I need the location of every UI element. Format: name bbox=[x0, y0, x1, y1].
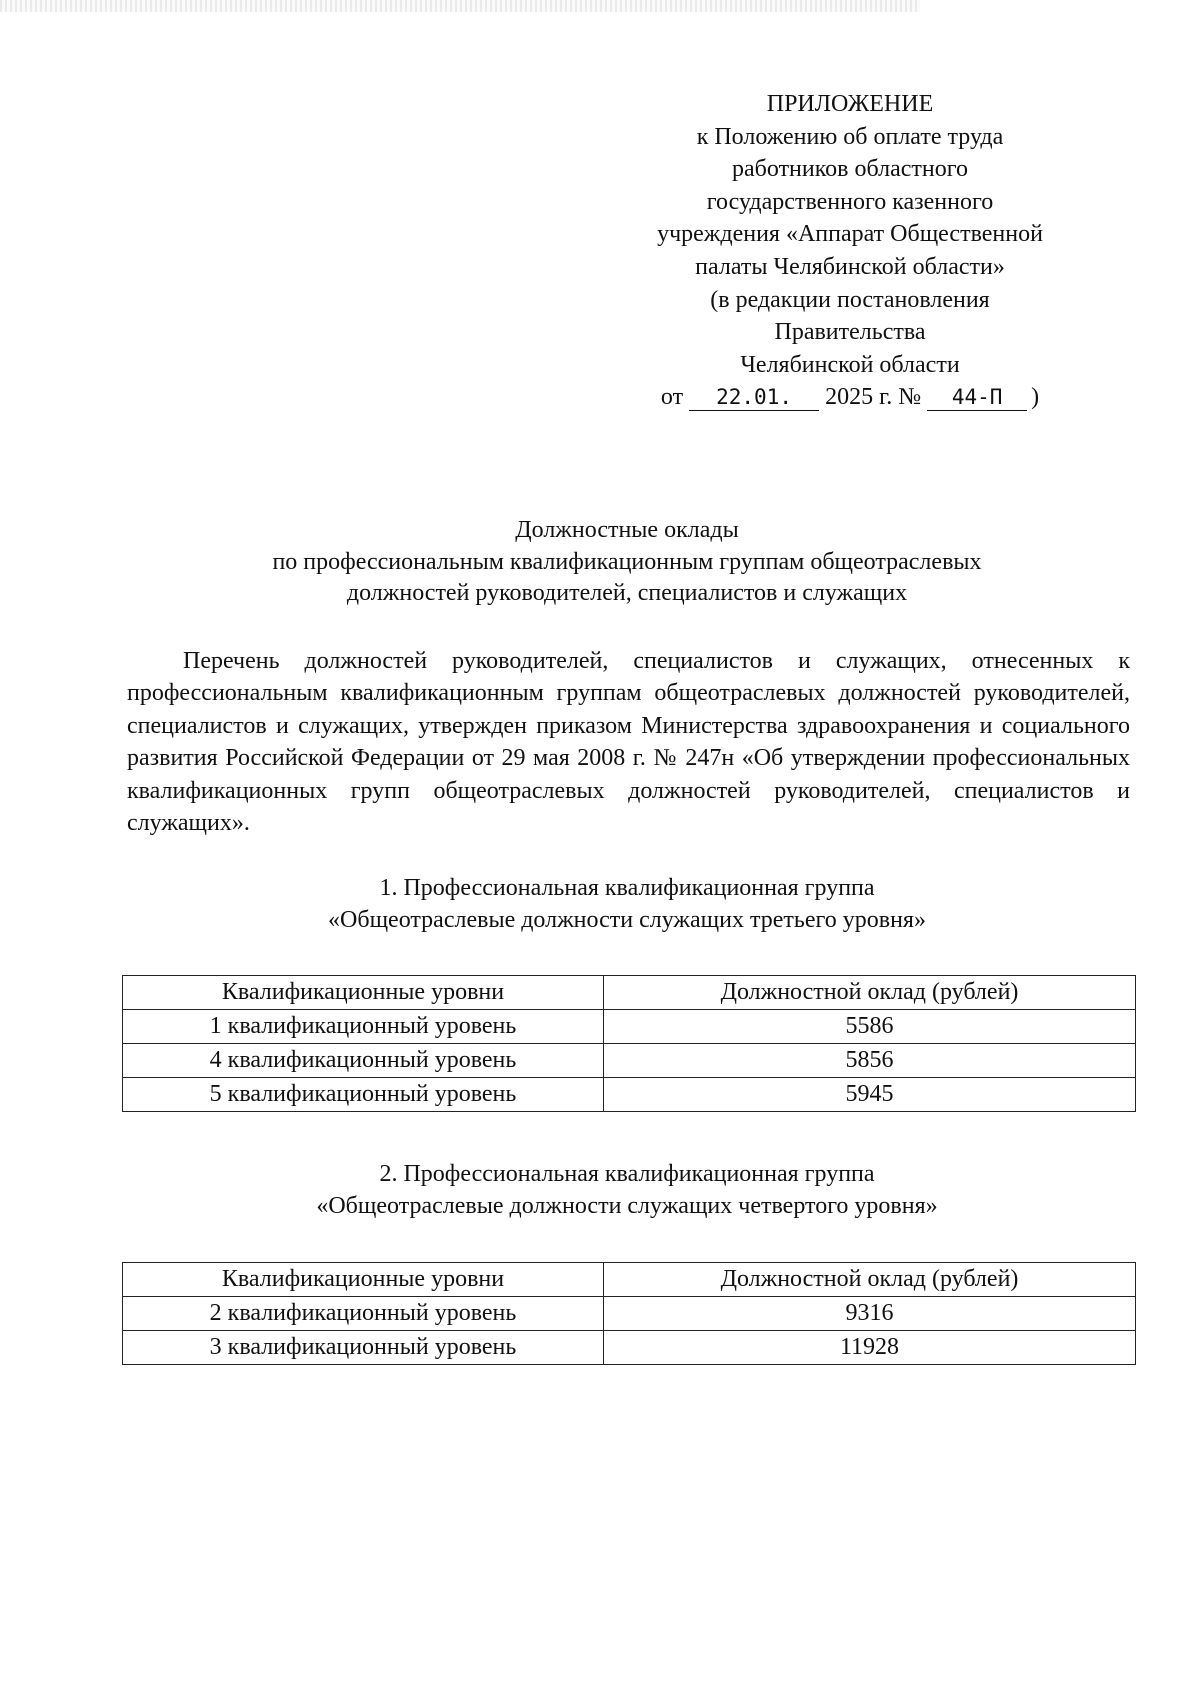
table-cell-level: 2 квалификационный уровень bbox=[123, 1297, 604, 1331]
appendix-line: (в редакции постановления bbox=[710, 286, 990, 313]
table-cell-level: 3 квалификационный уровень bbox=[123, 1331, 604, 1365]
appendix-line: государственного казенного bbox=[706, 188, 994, 215]
appendix-line: учреждения «Аппарат Общественной bbox=[657, 221, 1043, 248]
table-cell-level: 5 квалификационный уровень bbox=[123, 1078, 604, 1112]
appendix-line: работников областного bbox=[732, 156, 968, 183]
appendix-line: Правительства bbox=[774, 319, 926, 346]
group-2-salary-table bbox=[122, 1262, 1136, 1365]
table-cell-level: 4 квалификационный уровень bbox=[123, 1044, 604, 1078]
table-header-row bbox=[123, 976, 1136, 1010]
date-prefix: от bbox=[660, 384, 684, 411]
appendix-block bbox=[600, 88, 1100, 414]
group-title-line: «Общеотраслевые должности служащих третьего уровня» bbox=[328, 907, 926, 934]
resolution-date-field: 22.01. bbox=[689, 384, 819, 411]
table-cell-salary: 9316 bbox=[604, 1297, 1136, 1331]
group-title-line: 2. Профессиональная квалификационная группа bbox=[379, 1161, 875, 1187]
scan-artifact-strip bbox=[0, 0, 920, 12]
year-text: 2025 г. № bbox=[825, 384, 922, 411]
appendix-line: Челябинской области bbox=[740, 351, 960, 378]
table-header-cell: Должностной оклад (рублей) bbox=[604, 1263, 1136, 1297]
intro-paragraph: Перечень должностей руководителей, специалистов и служащих, отнесенных к профессиональным квалификационным группам общеотраслевых должностей руководителей, специалистов и служащих, утвержден приказом Министерства здравоохранения и социального развития Российской Федерации от 29 мая 2008 г. № 247н «Об утверждении профессиональных квалификационных групп общеотраслевых должностей руководителей, специалистов и служащих». bbox=[127, 648, 1130, 837]
title-line: должностей руководителей, специалистов и служащих bbox=[346, 580, 908, 606]
table-header-cell: Квалификационные уровни bbox=[123, 976, 604, 1010]
group-1-salary-table bbox=[122, 975, 1136, 1112]
table-row bbox=[123, 1044, 1136, 1078]
table-header-row bbox=[123, 1263, 1136, 1297]
title-line: по профессиональным квалификационным группам общеотраслевых bbox=[272, 548, 982, 575]
table-cell-salary: 11928 bbox=[604, 1331, 1136, 1365]
table-cell-salary: 5856 bbox=[604, 1044, 1136, 1078]
table-cell-salary: 5945 bbox=[604, 1078, 1136, 1112]
group-1-title bbox=[122, 872, 1132, 937]
table-row bbox=[123, 1331, 1136, 1365]
group-title-line: 1. Профессиональная квалификационная группа bbox=[379, 875, 875, 901]
table-row bbox=[123, 1010, 1136, 1044]
appendix-line: палаты Челябинской области» bbox=[695, 253, 1005, 280]
title-line: Должностные оклады bbox=[515, 517, 739, 543]
document-title bbox=[122, 515, 1132, 610]
table-row bbox=[123, 1297, 1136, 1331]
appendix-line: к Положению об оплате труда bbox=[696, 123, 1004, 150]
table-header-cell: Квалификационные уровни bbox=[123, 1263, 604, 1297]
group-title-line: «Общеотраслевые должности служащих четвертого уровня» bbox=[316, 1193, 938, 1220]
close-paren: ) bbox=[1031, 384, 1040, 411]
table-row bbox=[123, 1078, 1136, 1112]
table-cell-salary: 5586 bbox=[604, 1010, 1136, 1044]
resolution-number-field: 44-П bbox=[927, 384, 1027, 411]
table-header-cell: Должностной оклад (рублей) bbox=[604, 976, 1136, 1010]
resolution-date-line bbox=[600, 381, 1100, 414]
group-2-title bbox=[122, 1158, 1132, 1223]
table-cell-level: 1 квалификационный уровень bbox=[123, 1010, 604, 1044]
appendix-heading: ПРИЛОЖЕНИЕ bbox=[766, 91, 934, 117]
